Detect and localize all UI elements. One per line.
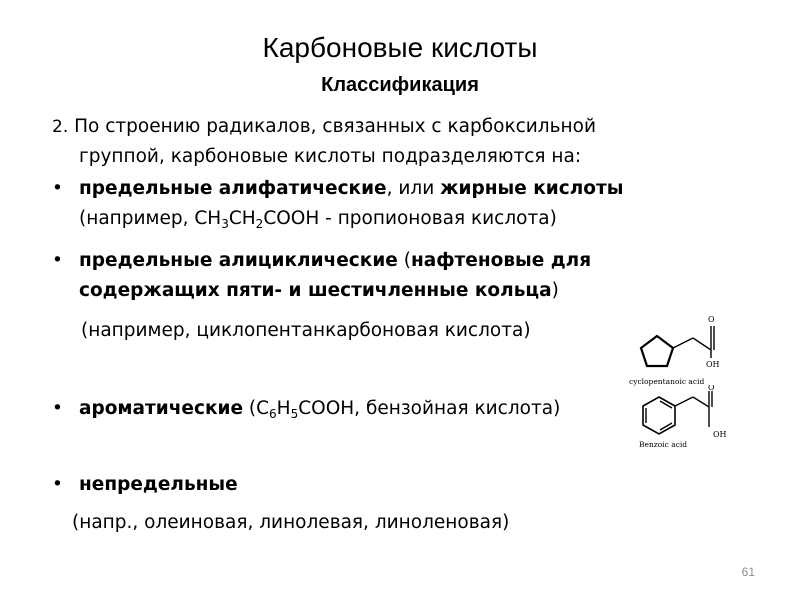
intro-line1: По строению радикалов, связанных с карбоксильной: [68, 116, 596, 137]
formula-text: COOH, бензойная кислота): [298, 398, 561, 419]
benzoic-acid-drawing: [625, 385, 755, 455]
bullet-line: [79, 470, 764, 500]
bold-term: непредельные: [79, 474, 238, 495]
hydroxyl-label: OH: [713, 430, 727, 439]
oxygen-label: O: [708, 385, 715, 392]
slide-title: Карбоновые кислоты: [262, 32, 538, 63]
bullet-symbol: •: [52, 398, 63, 419]
alicyclic-example: (например, циклопентанкарбоновая кислота): [81, 320, 531, 341]
structure-caption: cyclopentanoic acid: [629, 377, 705, 386]
bullet-line: [79, 204, 764, 234]
unsaturated-example: (напр., олеиновая, линолевая, линоленовая): [72, 512, 510, 533]
cyclopentane-acid-drawing: [625, 308, 755, 390]
hydroxyl-label: OH: [706, 360, 720, 369]
formula-text: (C: [243, 398, 270, 419]
bullet-text: (: [397, 250, 411, 271]
formula-subscript: 3: [221, 217, 229, 231]
bold-term: жирные кислоты: [440, 178, 624, 199]
bold-term: содержащих пяти- и шестичленные кольца: [79, 280, 552, 301]
intro-paragraph: [52, 112, 752, 172]
bullet-symbol: •: [52, 250, 63, 271]
bold-term: предельные алициклические: [79, 250, 398, 271]
bullet-text: , или: [386, 178, 441, 199]
cyclopentane-acid-structure: [625, 308, 755, 390]
bold-term: ароматические: [79, 398, 244, 419]
oxygen-label: O: [708, 315, 715, 324]
structure-caption: Benzoic acid: [639, 440, 688, 449]
slide-subtitle: Классификация: [321, 74, 479, 96]
intro-number: 2.: [52, 117, 69, 137]
bullet-symbol: •: [52, 474, 63, 495]
bullet-body: [79, 470, 764, 500]
bullet-symbol: •: [52, 178, 63, 199]
benzoic-acid-structure: [625, 385, 755, 455]
bullet-line: [79, 174, 764, 204]
formula-subscript: 6: [269, 407, 277, 421]
formula-text: COOH - пропионовая кислота): [263, 208, 557, 229]
bullet-body: [79, 246, 764, 306]
bullet-line: [79, 276, 764, 306]
bullet-text: ): [551, 280, 559, 301]
formula-text: (например, CH: [79, 208, 222, 229]
formula-subscript: 2: [255, 217, 264, 231]
formula-text: CH: [228, 208, 256, 229]
bullet-line: [79, 246, 764, 276]
bullet-body: [79, 174, 764, 234]
page-number: 61: [741, 565, 755, 579]
formula-subscript: 5: [290, 407, 299, 421]
bold-term: нафтеновые для: [410, 250, 592, 271]
formula-text: H: [276, 398, 291, 419]
intro-line2: группой, карбоновые кислоты подразделяются на:: [79, 146, 582, 167]
bold-term: предельные алифатические: [79, 178, 387, 199]
